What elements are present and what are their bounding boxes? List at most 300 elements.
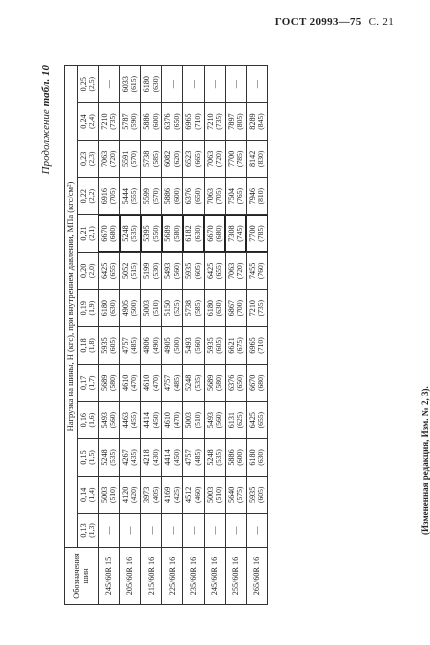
load-kgf: (680) — [108, 225, 118, 242]
table-row — [120, 66, 141, 605]
pressure-mpa: 0,25 — [78, 77, 88, 92]
load-cell — [225, 215, 246, 252]
load-cell — [141, 252, 162, 289]
pressure-mpa: 0,18 — [78, 338, 88, 353]
load-cell — [141, 103, 162, 140]
load-newton: 6082 — [163, 150, 173, 168]
load-newton: 5738 — [142, 150, 152, 168]
load-cell — [225, 327, 246, 364]
load-newton: 6182 — [184, 225, 194, 242]
load-cell — [246, 327, 267, 364]
load-newton: 5886 — [142, 113, 152, 130]
load-cell — [120, 401, 141, 438]
load-cell — [225, 513, 246, 547]
load-cell — [183, 327, 204, 364]
pressure-kgf: (2,5) — [87, 76, 97, 92]
load-cell — [120, 140, 141, 177]
load-newton: 4267 — [121, 449, 131, 466]
load-newton: 6425 — [99, 262, 109, 280]
load-cell — [141, 364, 162, 401]
load-newton: — — [231, 526, 241, 535]
pressure-kgf: (2,2) — [87, 188, 97, 204]
pressure-header-cell — [77, 476, 98, 513]
tire-designation: 265/60R 16 — [246, 548, 267, 605]
load-cell — [98, 327, 119, 364]
page-header — [275, 16, 394, 28]
load-cell — [162, 103, 183, 140]
load-cell — [225, 401, 246, 438]
load-cell — [162, 252, 183, 289]
load-kgf: (500) — [129, 299, 139, 317]
load-kgf: (585) — [192, 299, 202, 317]
load-kgf: (590) — [129, 113, 139, 130]
load-cell — [98, 364, 119, 401]
load-kgf: (435) — [129, 449, 139, 466]
load-kgf: (630) — [192, 225, 202, 242]
load-kgf: (560) — [171, 262, 181, 280]
caption-table-number: табл. 10 — [40, 65, 52, 107]
load-kgf: (745) — [235, 225, 245, 242]
pressure-header-cell — [77, 178, 98, 215]
load-kgf: (845) — [256, 113, 266, 130]
load-cell — [225, 439, 246, 476]
pressure-kgf: (2,0) — [87, 263, 97, 279]
load-cell — [204, 327, 225, 364]
load-cell — [246, 513, 267, 547]
load-newton: 5935 — [247, 486, 257, 503]
load-cell — [183, 140, 204, 177]
load-kgf: (450) — [150, 411, 160, 429]
pressure-mpa: 0,19 — [78, 301, 88, 316]
load-newton: — — [209, 526, 219, 535]
load-kgf: (760) — [256, 262, 266, 280]
load-cell — [204, 439, 225, 476]
load-cell — [246, 290, 267, 327]
load-kgf: (525) — [171, 299, 181, 317]
load-cell — [120, 178, 141, 215]
table-header-row — [65, 66, 78, 605]
load-newton: 4757 — [121, 337, 131, 354]
tire-designation: 225/60R 16 — [162, 548, 183, 605]
load-cell — [246, 103, 267, 140]
load-newton: — — [167, 526, 177, 535]
load-cell — [120, 66, 141, 103]
load-cell — [204, 252, 225, 289]
load-newton: 5248 — [121, 225, 131, 242]
load-newton: 5248 — [99, 449, 109, 466]
table-row — [183, 66, 204, 605]
load-newton: 7700 — [247, 225, 257, 242]
load-newton: 6670 — [99, 225, 109, 242]
load-kgf: (710) — [192, 113, 202, 130]
load-cell — [162, 290, 183, 327]
load-kgf: (500) — [171, 337, 181, 354]
load-kgf: (460) — [192, 486, 202, 504]
load-newton: 7210 — [247, 299, 257, 317]
load-cell — [246, 140, 267, 177]
load-cell — [141, 66, 162, 103]
load-cell — [98, 476, 119, 513]
load-cell — [225, 66, 246, 103]
load-newton: 6867 — [226, 299, 236, 317]
load-newton: — — [252, 80, 262, 89]
pressure-kgf: (1,3) — [87, 523, 97, 538]
load-cell — [246, 252, 267, 289]
load-kgf: (560) — [192, 337, 202, 354]
load-cell — [183, 103, 204, 140]
load-kgf: (805) — [235, 113, 245, 130]
load-newton: 5052 — [121, 262, 131, 280]
load-kgf: (680) — [256, 374, 266, 392]
load-cell — [98, 66, 119, 103]
load-cell — [225, 103, 246, 140]
load-kgf: (650) — [192, 187, 202, 205]
load-kgf: (655) — [256, 411, 266, 429]
load-cell — [204, 290, 225, 327]
load-kgf: (625) — [235, 411, 245, 429]
load-kgf: (620) — [171, 150, 181, 168]
load-newton: 6376 — [184, 188, 194, 205]
load-newton: 4757 — [163, 374, 173, 392]
amendment-note: (Измененная редакция, Изм. № 2, 3). — [420, 386, 430, 535]
load-cell — [162, 215, 183, 252]
load-cell — [204, 476, 225, 513]
load-kgf: (580) — [214, 374, 224, 392]
load-kgf: (665) — [192, 150, 202, 168]
load-kgf: (735) — [108, 113, 118, 130]
load-cell — [162, 401, 183, 438]
load-newton: 6180 — [142, 76, 152, 93]
load-newton: — — [231, 80, 241, 89]
load-kgf: (570) — [150, 187, 160, 205]
load-newton: 4414 — [142, 411, 152, 429]
load-kgf: (580) — [108, 374, 118, 392]
load-cell — [120, 513, 141, 547]
load-cell — [204, 140, 225, 177]
load-newton: 7504 — [226, 188, 236, 205]
load-cell — [183, 439, 204, 476]
pressure-kgf: (1,4) — [87, 487, 97, 503]
load-newton: 7946 — [247, 188, 257, 205]
load-kgf: (600) — [235, 449, 245, 466]
load-cell — [120, 215, 141, 252]
load-newton: 7063 — [205, 150, 215, 168]
table-row — [98, 66, 119, 605]
load-kgf: (470) — [150, 374, 160, 392]
load-newton: 5886 — [226, 449, 236, 466]
load-kgf: (515) — [129, 262, 139, 280]
load-cell — [225, 476, 246, 513]
load-newton: 4512 — [184, 486, 194, 503]
load-newton: 5003 — [142, 299, 152, 317]
tire-designation: 245/60R 15 — [98, 548, 119, 605]
load-newton: 7897 — [226, 113, 236, 130]
load-cell — [98, 513, 119, 547]
load-cell — [141, 513, 162, 547]
designation-header: Обозначения шин — [65, 548, 99, 605]
load-cell — [141, 439, 162, 476]
pressure-kgf: (1,8) — [87, 338, 97, 353]
load-kgf: (630) — [150, 75, 160, 93]
page-number: С. 21 — [368, 16, 394, 28]
pressure-kgf: (2,4) — [87, 114, 97, 129]
load-kgf: (600) — [171, 187, 181, 205]
load-kgf: (705) — [214, 187, 224, 205]
load-kgf: (630) — [256, 449, 266, 466]
load-cell — [246, 364, 267, 401]
load-header: Нагрузка на шины, Н (кгс), при внутреннем давлении, МПа (кгс/см²) — [65, 66, 78, 548]
load-kgf: (530) — [150, 262, 160, 280]
load-cell — [183, 215, 204, 252]
pressure-mpa: 0,24 — [78, 114, 88, 129]
load-newton: — — [104, 526, 114, 535]
pressure-header-cell — [77, 252, 98, 289]
load-cell — [141, 327, 162, 364]
pressure-mpa: 0,20 — [78, 263, 88, 278]
load-kgf: (630) — [108, 299, 118, 317]
load-cell — [120, 364, 141, 401]
load-newton: 5935 — [205, 337, 215, 354]
load-newton: 4905 — [121, 299, 131, 317]
load-newton: 5003 — [205, 486, 215, 503]
load-cell — [162, 364, 183, 401]
load-cell — [162, 66, 183, 103]
load-newton: 5199 — [142, 262, 152, 280]
load-newton: 6425 — [247, 411, 257, 429]
load-newton: — — [252, 526, 262, 535]
load-newton: 4169 — [163, 486, 173, 503]
load-newton: 7063 — [99, 150, 109, 168]
load-cell — [204, 215, 225, 252]
load-newton: 5493 — [99, 411, 109, 429]
load-kgf: (605) — [256, 486, 266, 504]
load-cell — [120, 252, 141, 289]
load-newton: 4120 — [121, 486, 131, 503]
load-cell — [183, 290, 204, 327]
table-body — [98, 66, 267, 605]
load-cell — [120, 327, 141, 364]
load-newton: 4610 — [142, 374, 152, 392]
load-kgf: (560) — [214, 411, 224, 429]
load-cell — [246, 215, 267, 252]
tire-load-table — [64, 65, 268, 605]
load-newton: 6523 — [184, 150, 194, 168]
load-newton: 5935 — [99, 337, 109, 354]
pressure-kgf: (1,7) — [87, 375, 97, 391]
pressure-mpa: 0,22 — [78, 189, 88, 204]
load-kgf: (485) — [171, 374, 181, 392]
standard-number: ГОСТ 20993—75 — [274, 16, 362, 28]
pressure-mpa: 0,17 — [78, 375, 88, 390]
load-cell — [183, 513, 204, 547]
load-cell — [141, 178, 162, 215]
load-cell — [98, 252, 119, 289]
load-newton: 4414 — [163, 449, 173, 466]
load-kgf: (605) — [214, 337, 224, 354]
load-kgf: (830) — [256, 150, 266, 168]
load-cell — [141, 476, 162, 513]
table-row — [141, 66, 162, 605]
load-newton: 4218 — [142, 449, 152, 466]
load-cell — [183, 364, 204, 401]
pressure-mpa: 0,16 — [78, 412, 88, 428]
tire-designation: 255/60R 16 — [225, 548, 246, 605]
load-cell — [98, 178, 119, 215]
load-newton: 7210 — [99, 113, 109, 130]
load-newton: 6180 — [205, 299, 215, 317]
load-kgf: (490) — [150, 337, 160, 354]
load-cell — [120, 290, 141, 327]
load-kgf: (675) — [235, 337, 245, 354]
load-newton: 5689 — [163, 225, 173, 242]
load-cell — [204, 103, 225, 140]
load-kgf: (720) — [235, 262, 245, 280]
load-kgf: (535) — [192, 374, 202, 392]
pressure-header-cell — [77, 401, 98, 438]
load-newton: 5150 — [163, 299, 173, 317]
table-row — [246, 66, 267, 605]
load-newton: — — [146, 526, 156, 535]
load-newton: 5599 — [142, 188, 152, 205]
load-newton: 7308 — [226, 225, 236, 242]
load-newton: 8289 — [247, 113, 257, 130]
table-caption — [40, 65, 52, 215]
load-newton: 5591 — [121, 150, 131, 168]
load-kgf: (570) — [129, 150, 139, 168]
load-newton: 4463 — [121, 411, 131, 429]
load-newton: 5248 — [205, 449, 215, 466]
load-newton: 4610 — [163, 411, 173, 429]
load-kgf: (720) — [214, 150, 224, 168]
load-newton: 4806 — [142, 337, 152, 354]
load-cell — [98, 140, 119, 177]
load-newton: 5689 — [205, 374, 215, 392]
load-cell — [246, 439, 267, 476]
load-newton: 5689 — [99, 374, 109, 392]
load-newton: 5738 — [184, 299, 194, 317]
pressure-header-cell — [77, 140, 98, 177]
load-kgf: (655) — [108, 262, 118, 280]
load-cell — [183, 178, 204, 215]
load-kgf: (735) — [256, 299, 266, 317]
load-newton: 6033 — [121, 76, 131, 93]
load-kgf: (630) — [214, 299, 224, 317]
load-kgf: (560) — [108, 411, 118, 429]
pressure-mpa: 0,15 — [78, 450, 88, 465]
pressure-kgf: (1,5) — [87, 450, 97, 465]
load-kgf: (585) — [150, 150, 160, 168]
load-cell — [120, 476, 141, 513]
pressure-header-cell — [77, 364, 98, 401]
load-kgf: (765) — [235, 187, 245, 205]
load-newton: — — [209, 80, 219, 89]
pressure-mpa: 0,23 — [78, 151, 88, 167]
load-newton: 8142 — [247, 150, 257, 168]
load-cell — [225, 364, 246, 401]
load-newton: 6425 — [205, 262, 215, 280]
load-kgf: (510) — [214, 486, 224, 504]
load-newton: 6376 — [163, 113, 173, 130]
load-newton: 5640 — [226, 486, 236, 503]
load-newton: 5787 — [121, 113, 131, 130]
load-kgf: (430) — [150, 449, 160, 466]
load-kgf: (535) — [214, 449, 224, 466]
load-newton: 5493 — [205, 411, 215, 429]
load-newton: 7210 — [205, 113, 215, 130]
load-newton: 5886 — [163, 188, 173, 205]
load-cell — [98, 401, 119, 438]
load-kgf: (605) — [108, 337, 118, 354]
load-kgf: (485) — [192, 449, 202, 466]
tire-designation: 245/60R 16 — [204, 548, 225, 605]
load-cell — [183, 252, 204, 289]
load-kgf: (785) — [256, 225, 266, 242]
load-cell — [225, 178, 246, 215]
load-kgf: (785) — [235, 150, 245, 168]
load-cell — [225, 252, 246, 289]
load-newton: 5935 — [184, 262, 194, 280]
load-cell — [120, 439, 141, 476]
pressure-header-cell — [77, 439, 98, 476]
load-newton: 5003 — [99, 486, 109, 503]
load-cell — [246, 476, 267, 513]
load-kgf: (470) — [171, 411, 181, 429]
load-cell — [204, 513, 225, 547]
load-newton: 6376 — [226, 374, 236, 392]
load-kgf: (420) — [129, 486, 139, 504]
tire-designation: 215/60R 16 — [141, 548, 162, 605]
load-newton: 6965 — [247, 337, 257, 354]
load-kgf: (510) — [150, 299, 160, 317]
load-cell — [183, 66, 204, 103]
load-kgf: (470) — [129, 374, 139, 392]
load-newton: 5003 — [184, 411, 194, 429]
table-row — [162, 66, 183, 605]
load-newton: 5493 — [163, 262, 173, 280]
load-kgf: (650) — [171, 113, 181, 130]
load-kgf: (510) — [192, 411, 202, 429]
pressure-header-row — [77, 66, 98, 605]
load-cell — [246, 178, 267, 215]
load-kgf: (810) — [256, 187, 266, 205]
pressure-header-cell — [77, 103, 98, 140]
load-cell — [183, 401, 204, 438]
load-newton: — — [167, 80, 177, 89]
load-kgf: (605) — [192, 262, 202, 280]
load-newton: 4610 — [121, 374, 131, 392]
pressure-kgf: (1,9) — [87, 300, 97, 316]
pressure-kgf: (2,3) — [87, 151, 97, 167]
load-cell — [98, 439, 119, 476]
load-cell — [225, 290, 246, 327]
table-sheet — [40, 65, 430, 605]
load-kgf: (720) — [108, 150, 118, 168]
table-row — [204, 66, 225, 605]
load-kgf: (405) — [150, 486, 160, 504]
load-kgf: (425) — [171, 486, 181, 504]
load-newton: — — [125, 526, 135, 535]
load-newton: 4905 — [163, 337, 173, 354]
load-cell — [204, 66, 225, 103]
load-kgf: (575) — [235, 486, 245, 504]
load-kgf: (485) — [129, 337, 139, 354]
load-newton: 6180 — [247, 449, 257, 466]
caption-continuation: Продолжение — [40, 109, 52, 175]
load-kgf: (680) — [214, 225, 224, 242]
pressure-mpa: 0,21 — [78, 226, 88, 241]
load-newton: 7063 — [205, 188, 215, 205]
load-cell — [98, 215, 119, 252]
